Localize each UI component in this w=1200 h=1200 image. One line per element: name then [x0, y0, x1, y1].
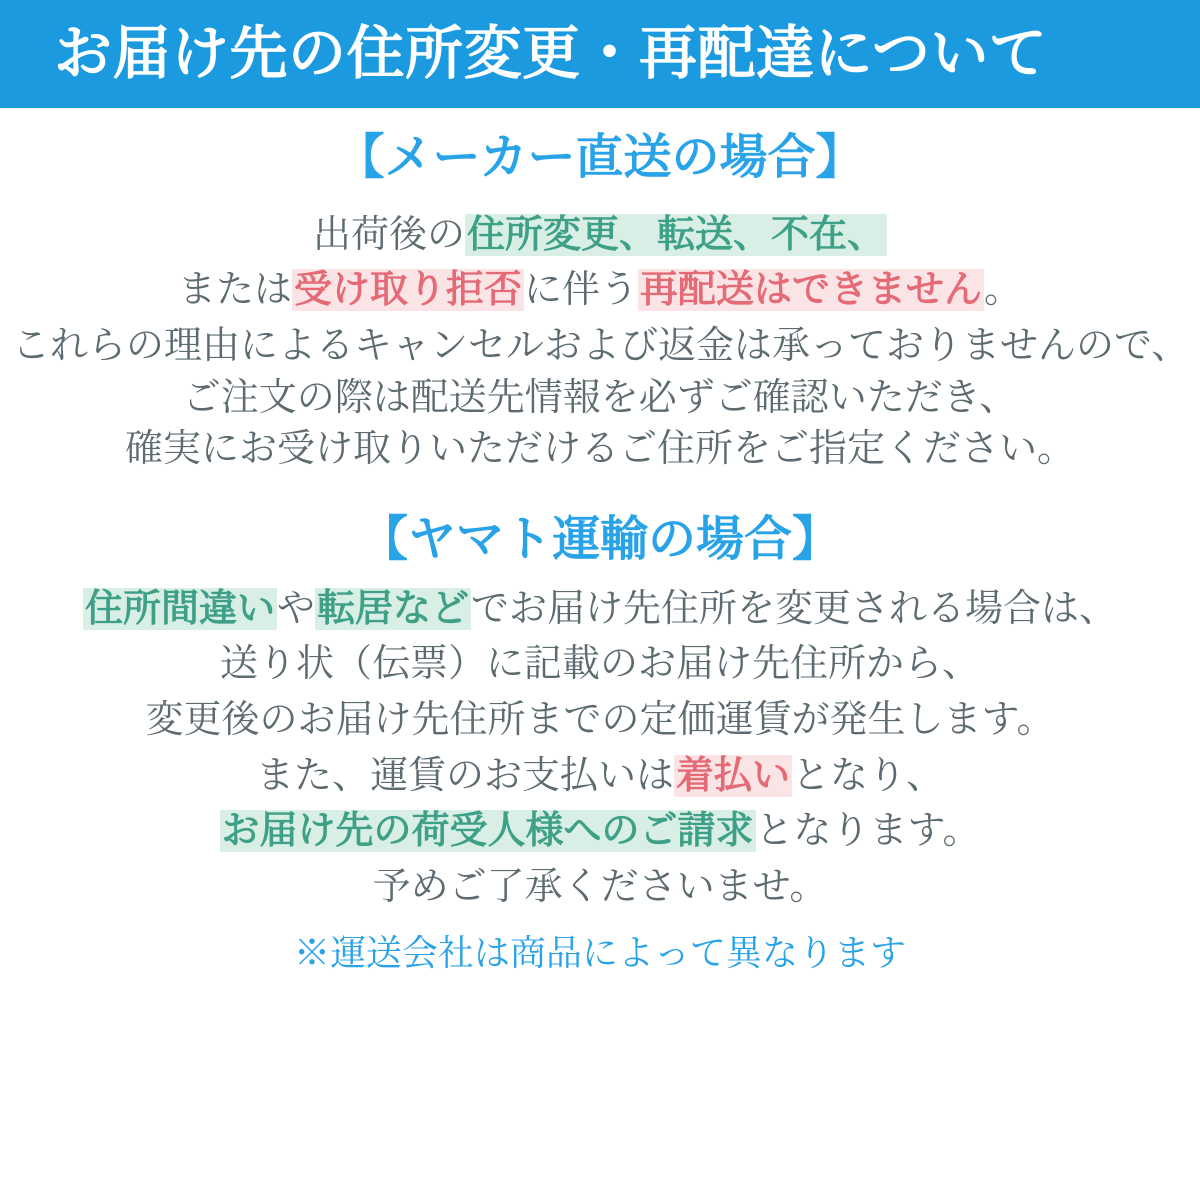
notice-body — [0, 132, 1200, 976]
section2-line-6: 予めご了承くださいませ。 — [372, 865, 828, 908]
section2-line-4-text-c: となり、 — [792, 754, 945, 797]
section2-line-1-highlight-2: 転居など — [317, 587, 470, 630]
section1-line-2-text-c: に伴う — [523, 269, 638, 312]
section1-line-1-text-a: 出荷後の — [312, 213, 465, 256]
section2-line-5-highlight: お届け先の荷受人様へのご請求 — [221, 810, 754, 853]
section-heading-maker-direct: 【メーカー直送の場合】 — [336, 131, 864, 184]
section2-line-1-text-d: でお届け先住所を変更される場合は、 — [471, 587, 1118, 630]
section-maker-direct — [12, 132, 1188, 474]
section2-line-1-highlight-1: 住所間違い — [84, 587, 275, 630]
section2-line-4-highlight: 着払い — [675, 754, 790, 797]
section1-line-3: これらの理由によるキャンセルおよび返金は承っておりませんので、 — [12, 325, 1190, 368]
section1-paragraph — [12, 211, 1188, 474]
section1-line-2 — [12, 266, 1188, 315]
section1-line-4: ご注文の際は配送先情報を必ずご確認いただき、 — [182, 376, 1018, 419]
section1-line-5: 確実にお受け取りいただけるご住所をご指定ください。 — [124, 428, 1075, 471]
section-heading-yamato: 【ヤマト運輸の場合】 — [359, 512, 840, 566]
page-title: お届け先の住所変更・再配達について — [54, 21, 1048, 86]
section2-line-4-text-a: また、運賃のお支払いは — [255, 754, 674, 797]
section2-line-5 — [12, 807, 1188, 856]
section2-line-5-text-b: となります。 — [755, 810, 981, 853]
carrier-note: ※運送会社は商品によって異なります — [293, 932, 906, 974]
section1-line-1 — [12, 211, 1188, 260]
section2-line-2: 送り状（伝票）に記載のお届け先住所から、 — [219, 643, 980, 686]
section1-line-2-highlight-2: 再配送はできません — [640, 269, 983, 312]
section2-paragraph — [12, 585, 1188, 977]
section2-line-4 — [12, 752, 1188, 801]
section2-line-1-text-b: や — [276, 587, 315, 630]
section1-line-1-highlight: 住所変更、転送、不在、 — [467, 213, 886, 256]
section1-line-2-text-a: または — [177, 269, 292, 312]
section-yamato — [12, 514, 1188, 977]
section2-line-1 — [12, 585, 1188, 634]
section1-line-2-text-e: 。 — [984, 269, 1023, 312]
section2-line-3: 変更後のお届け先住所までの定価運賃が発生します。 — [145, 698, 1055, 741]
section1-line-2-highlight-1: 受け取り拒否 — [293, 269, 522, 312]
page-header-banner — [0, 0, 1200, 108]
